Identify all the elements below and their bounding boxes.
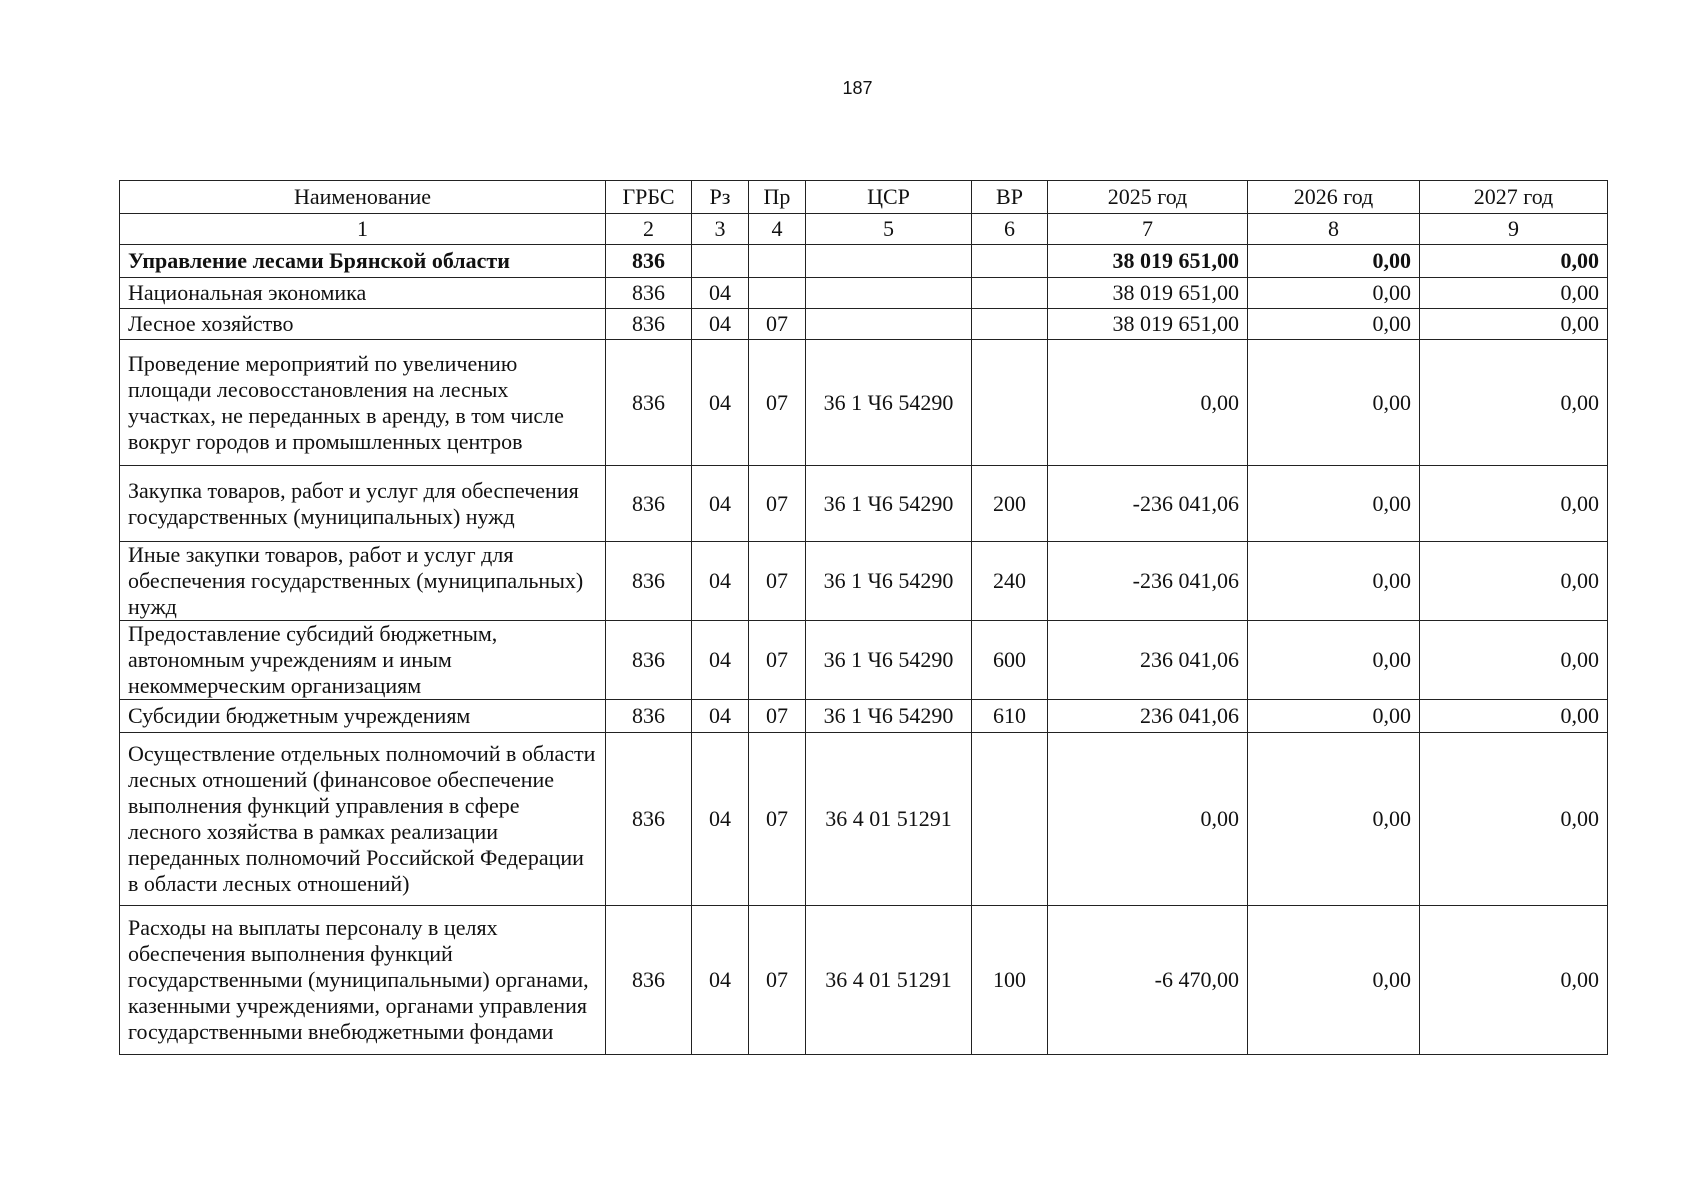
- cell-2027: 0,00: [1420, 278, 1608, 309]
- cell-2026: 0,00: [1248, 340, 1420, 466]
- cell-2027: 0,00: [1420, 466, 1608, 542]
- table-row: [120, 245, 1608, 278]
- cell-2026: 0,00: [1248, 906, 1420, 1055]
- cell-vr: 240: [972, 542, 1048, 621]
- cell-grbs: 836: [606, 309, 692, 340]
- cell-vr: [972, 245, 1048, 278]
- table-row: [120, 309, 1608, 340]
- page-number: 187: [842, 78, 873, 98]
- table-row: [120, 278, 1608, 309]
- cell-2026: 0,00: [1248, 309, 1420, 340]
- cell-2027: 0,00: [1420, 309, 1608, 340]
- cell-2026: 0,00: [1248, 700, 1420, 733]
- table-row: [120, 733, 1608, 906]
- cell-2025: 38 019 651,00: [1048, 309, 1248, 340]
- cell-rz: 04: [692, 278, 749, 309]
- cell-name: Лесное хозяйство: [120, 309, 606, 340]
- cell-grbs: 836: [606, 278, 692, 309]
- header-2025: 2025 год: [1048, 181, 1248, 214]
- cell-vr: [972, 309, 1048, 340]
- cell-pr: 07: [749, 340, 806, 466]
- cell-grbs: 836: [606, 542, 692, 621]
- table-row: [120, 906, 1608, 1055]
- cell-2027: 0,00: [1420, 700, 1608, 733]
- budget-table: [119, 180, 1608, 1055]
- cell-2025: 38 019 651,00: [1048, 245, 1248, 278]
- cell-2027: 0,00: [1420, 340, 1608, 466]
- cell-name: Проведение мероприятий по увеличению площади лесовосстановления на лесных участках, не переданных в аренду, в том числе вокруг городов и промышленных центров: [120, 340, 606, 466]
- column-number: 5: [806, 214, 972, 245]
- header-rz: Рз: [692, 181, 749, 214]
- cell-rz: 04: [692, 309, 749, 340]
- column-number-row: [120, 214, 1608, 245]
- cell-vr: 100: [972, 906, 1048, 1055]
- header-grbs: ГРБС: [606, 181, 692, 214]
- cell-csr: [806, 245, 972, 278]
- column-number: 8: [1248, 214, 1420, 245]
- cell-2026: 0,00: [1248, 621, 1420, 700]
- header-2027: 2027 год: [1420, 181, 1608, 214]
- cell-rz: 04: [692, 340, 749, 466]
- cell-csr: 36 1 Ч6 54290: [806, 700, 972, 733]
- cell-rz: 04: [692, 733, 749, 906]
- cell-2025: 0,00: [1048, 340, 1248, 466]
- table-row: [120, 542, 1608, 621]
- cell-grbs: 836: [606, 245, 692, 278]
- cell-vr: 610: [972, 700, 1048, 733]
- header-row: [120, 181, 1608, 214]
- cell-pr: 07: [749, 733, 806, 906]
- cell-csr: 36 1 Ч6 54290: [806, 542, 972, 621]
- cell-pr: [749, 245, 806, 278]
- cell-vr: [972, 340, 1048, 466]
- header-vr: ВР: [972, 181, 1048, 214]
- cell-2027: 0,00: [1420, 906, 1608, 1055]
- cell-2026: 0,00: [1248, 733, 1420, 906]
- cell-2026: 0,00: [1248, 542, 1420, 621]
- cell-pr: 07: [749, 700, 806, 733]
- cell-2027: 0,00: [1420, 733, 1608, 906]
- cell-rz: 04: [692, 621, 749, 700]
- column-number: 6: [972, 214, 1048, 245]
- cell-2025: 236 041,06: [1048, 700, 1248, 733]
- cell-csr: [806, 278, 972, 309]
- cell-vr: 200: [972, 466, 1048, 542]
- cell-name: Закупка товаров, работ и услуг для обеспечения государственных (муниципальных) нужд: [120, 466, 606, 542]
- table-row: [120, 340, 1608, 466]
- cell-name: Субсидии бюджетным учреждениям: [120, 700, 606, 733]
- cell-csr: [806, 309, 972, 340]
- cell-2025: 38 019 651,00: [1048, 278, 1248, 309]
- column-number: 7: [1048, 214, 1248, 245]
- cell-2025: -236 041,06: [1048, 542, 1248, 621]
- cell-2025: 0,00: [1048, 733, 1248, 906]
- cell-vr: 600: [972, 621, 1048, 700]
- cell-name: Национальная экономика: [120, 278, 606, 309]
- column-number: 3: [692, 214, 749, 245]
- cell-pr: 07: [749, 309, 806, 340]
- cell-grbs: 836: [606, 340, 692, 466]
- cell-name: Иные закупки товаров, работ и услуг для обеспечения государственных (муниципальных) нужд: [120, 542, 606, 621]
- cell-vr: [972, 278, 1048, 309]
- table-row: [120, 466, 1608, 542]
- header-2026: 2026 год: [1248, 181, 1420, 214]
- header-csr: ЦСР: [806, 181, 972, 214]
- cell-csr: 36 4 01 51291: [806, 733, 972, 906]
- cell-csr: 36 1 Ч6 54290: [806, 466, 972, 542]
- cell-pr: [749, 278, 806, 309]
- column-number: 9: [1420, 214, 1608, 245]
- cell-2025: 236 041,06: [1048, 621, 1248, 700]
- column-number: 2: [606, 214, 692, 245]
- cell-rz: 04: [692, 542, 749, 621]
- cell-grbs: 836: [606, 906, 692, 1055]
- cell-grbs: 836: [606, 700, 692, 733]
- cell-name: Предоставление субсидий бюджетным, автономным учреждениям и иным некоммерческим организациям: [120, 621, 606, 700]
- cell-2027: 0,00: [1420, 542, 1608, 621]
- header-pr: Пр: [749, 181, 806, 214]
- cell-csr: 36 4 01 51291: [806, 906, 972, 1055]
- cell-pr: 07: [749, 542, 806, 621]
- cell-rz: 04: [692, 700, 749, 733]
- header-name: Наименование: [120, 181, 606, 214]
- cell-name: Расходы на выплаты персоналу в целях обеспечения выполнения функций государственными (муниципальными) органами, казенными учреждениями, органами управления государственными внебюджетными фондами: [120, 906, 606, 1055]
- column-number: 1: [120, 214, 606, 245]
- cell-rz: 04: [692, 466, 749, 542]
- cell-grbs: 836: [606, 733, 692, 906]
- cell-rz: 04: [692, 906, 749, 1055]
- cell-2027: 0,00: [1420, 621, 1608, 700]
- cell-2027: 0,00: [1420, 245, 1608, 278]
- cell-grbs: 836: [606, 621, 692, 700]
- column-number: 4: [749, 214, 806, 245]
- cell-csr: 36 1 Ч6 54290: [806, 340, 972, 466]
- cell-2025: -236 041,06: [1048, 466, 1248, 542]
- cell-name: Осуществление отдельных полномочий в области лесных отношений (финансовое обеспечение выполнения функций управления в сфере лесного хозяйства в рамках реализации переданных полномочий Российской Федерации в области лесных отношений): [120, 733, 606, 906]
- cell-name: Управление лесами Брянской области: [120, 245, 606, 278]
- cell-2025: -6 470,00: [1048, 906, 1248, 1055]
- cell-2026: 0,00: [1248, 278, 1420, 309]
- cell-csr: 36 1 Ч6 54290: [806, 621, 972, 700]
- cell-2026: 0,00: [1248, 466, 1420, 542]
- table-row: [120, 621, 1608, 700]
- cell-pr: 07: [749, 621, 806, 700]
- cell-pr: 07: [749, 466, 806, 542]
- cell-pr: 07: [749, 906, 806, 1055]
- cell-rz: [692, 245, 749, 278]
- table-row: [120, 700, 1608, 733]
- cell-vr: [972, 733, 1048, 906]
- cell-2026: 0,00: [1248, 245, 1420, 278]
- cell-grbs: 836: [606, 466, 692, 542]
